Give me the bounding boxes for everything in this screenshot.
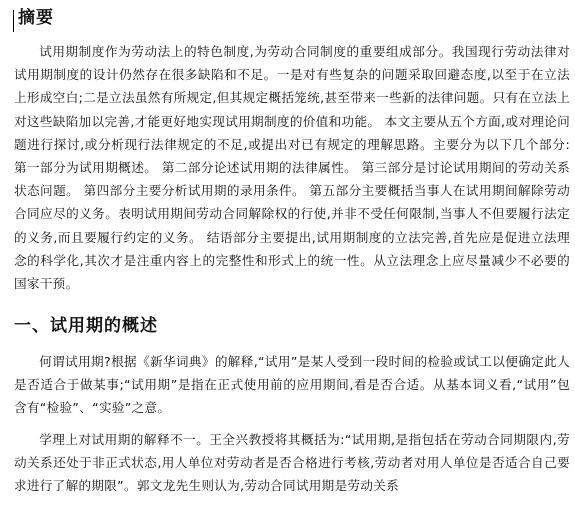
paragraph-academic-interpretations: 学理上对试用期的解释不一。王全兴教授将其概括为:“试用期,是指包括在劳动合同期限内,劳动关系还处于非正式状态,用人单位对劳动者是否合格进行考核,劳动者对用人单位是否适合自己要求进行了解的期限”。郭文龙先生则认为,劳动合同试用期是劳动关系 — [14, 432, 570, 494]
paragraph-definition: 何谓试用期?根据《新华词典》的解释,“试用”是某人受到一段时间的检验或试工以便确定此人是否适合于做某事;“试用期”是指在正式使用前的应用期间,看是否合适。从基本词义看,“试用”包含有“检验”、“实验”之意。 — [14, 354, 570, 416]
text-cursor — [13, 10, 14, 32]
section-heading-trial-period-overview: 一、试用期的概述 — [14, 316, 158, 336]
abstract-heading: 摘要 — [18, 8, 54, 28]
abstract-body: 试用期制度作为劳动法上的特色制度,为劳动合同制度的重要组成部分。我国现行劳动法律对试用期制度的设计仍然存在很多缺陷和不足。一是对有些复杂的问题采取回避态度,以至于在立法上形成空白;二是立法虽然有所规定,但其规定概括笼统,甚至带来一些新的法律问题。只有在立法上对这些缺陷加以完善,才能更好地实现试用期制度的价值和功能。 本文主要从五个方面,或对理论问题进行探讨,或分析现行法律规定的不足,或提出对已有规定的理解思路。主要分为以下几个部分: 第一部分为试用期概述。 第二部分论述试用期的法律属性。 第三部分是讨论试用期间的劳动关系状态问题。 第四部分主要分析试用期的录用条件。 第五部分主要概括当事人在试用期间解除劳动合同应尽的义务。表明试用期间劳动合同解除权的行使,并非不受任何限制,当事人不但要履行法定的义务,而且要履行约定的义务。 结语部分主要提出,试用期制度的立法完善,首先应是促进立法理念的科学化,其次才是注重内容上的完整性和形式上的统一性。从立法理念上应尽量减少不必要的国家干预。 — [14, 44, 570, 292]
